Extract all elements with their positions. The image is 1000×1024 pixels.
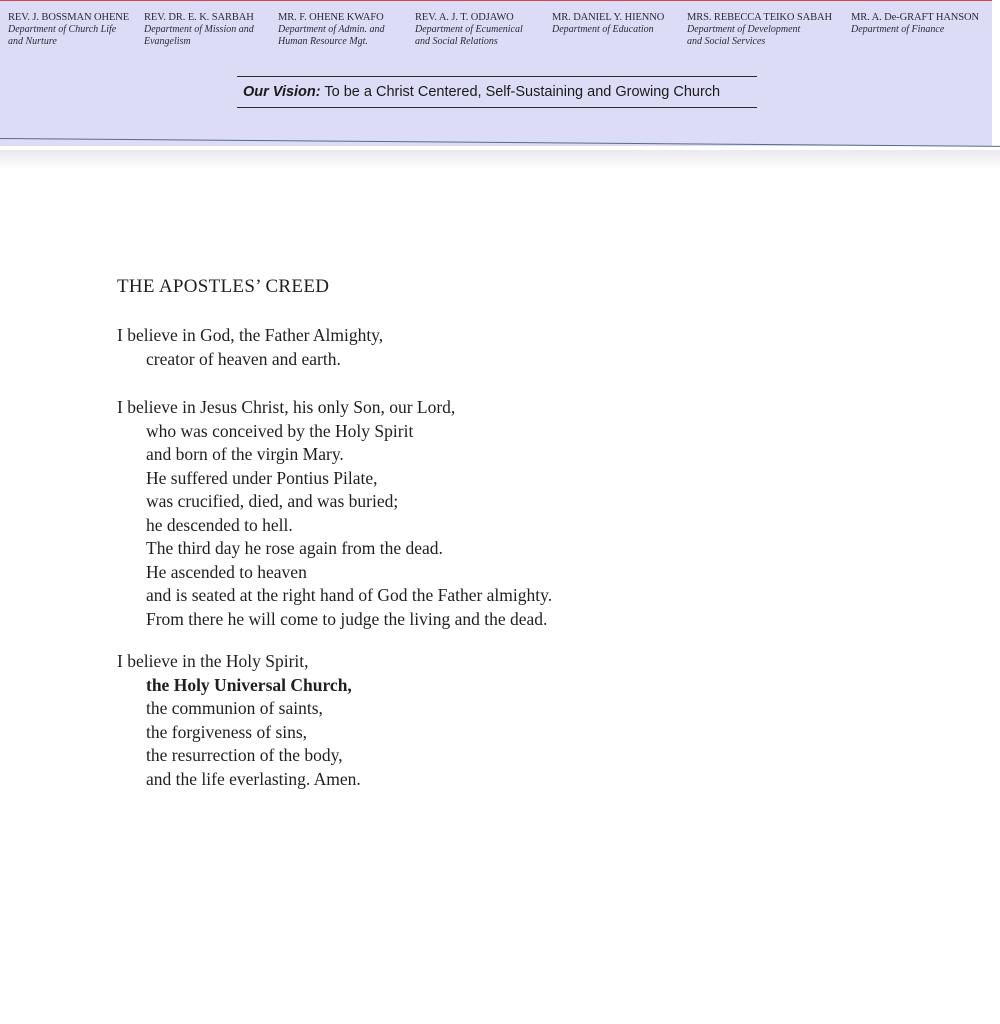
creed-line: the resurrection of the body, xyxy=(146,745,343,765)
creed-line: the forgiveness of sins, xyxy=(146,721,308,742)
department-entry xyxy=(552,12,664,36)
creed-line: the communion of saints, xyxy=(146,698,323,718)
page-title: THE APOSTLES’ CREED xyxy=(117,276,330,297)
creed-line: He suffered under Pontius Pilate, xyxy=(146,467,378,488)
creed-line: I believe in the Holy Spirit, xyxy=(117,651,309,671)
department-head-name: REV. A. J. T. ODJAWO xyxy=(415,12,514,23)
department-entry xyxy=(8,12,129,47)
creed-stanza-son xyxy=(117,396,552,631)
department-title: Department of Admin. and xyxy=(278,24,385,35)
department-title-cont: Human Resource Mgt. xyxy=(278,35,368,47)
creed-line: From there he will come to judge the living and the dead. xyxy=(146,608,548,629)
creed-line: and is seated at the right hand of God the Father almighty. xyxy=(146,585,553,605)
department-title-cont: Evangelism xyxy=(144,35,191,47)
department-entry xyxy=(144,12,254,47)
department-head-name: MR. DANIEL Y. HIENNO xyxy=(552,12,665,23)
creed-stanza-father xyxy=(117,324,383,371)
creed-line: and born of the virgin Mary. xyxy=(146,444,344,464)
page-fold-shadow xyxy=(0,150,1000,170)
creed-line: I believe in God, the Father Almighty, xyxy=(117,325,384,345)
creed-line-bold: the Holy Universal Church, xyxy=(146,674,352,695)
creed-line: The third day he rose again from the dead. xyxy=(146,538,443,558)
department-head-name: REV. DR. E. K. SARBAH xyxy=(144,12,254,23)
department-entry xyxy=(851,12,979,36)
department-title-cont: and Social Relations xyxy=(415,35,498,47)
department-title: Department of Ecumenical xyxy=(415,24,523,35)
department-entry xyxy=(415,12,523,47)
creed-line: He ascended to heaven xyxy=(146,561,307,582)
vision-label: Our Vision: xyxy=(243,84,321,100)
department-title: Department of Church Life xyxy=(8,24,117,35)
creed-line: I believe in Jesus Christ, his only Son, our Lord, xyxy=(117,397,456,417)
department-entry xyxy=(278,12,384,47)
creed-line: was crucified, died, and was buried; xyxy=(146,491,399,511)
department-head-name: MR. A. De-GRAFT HANSON xyxy=(851,12,979,23)
department-head-name: MRS. REBECCA TEIKO SABAH xyxy=(687,12,833,23)
department-title: Department of Education xyxy=(552,24,654,35)
creed-line: creator of heaven and earth. xyxy=(146,348,341,369)
department-title: Department of Development xyxy=(687,24,801,35)
department-head-name: REV. J. BOSSMAN OHENE xyxy=(8,12,130,23)
department-title: Department of Finance xyxy=(851,24,945,35)
department-head-name: MR. F. OHENE KWAFO xyxy=(278,12,384,23)
department-entry xyxy=(687,12,832,47)
department-title: Department of Mission and xyxy=(144,24,254,35)
department-title-cont: and Nurture xyxy=(8,35,57,47)
creed-line: he descended to hell. xyxy=(146,514,293,535)
vision-statement xyxy=(237,76,757,108)
creed-line: and the life everlasting. Amen. xyxy=(146,768,361,789)
creed-stanza-spirit xyxy=(117,650,361,791)
vision-text: To be a Christ Centered, Self-Sustaining and Growing Church xyxy=(320,84,721,100)
department-title-cont: and Social Services xyxy=(687,35,766,47)
creed-line: who was conceived by the Holy Spirit xyxy=(146,420,414,441)
